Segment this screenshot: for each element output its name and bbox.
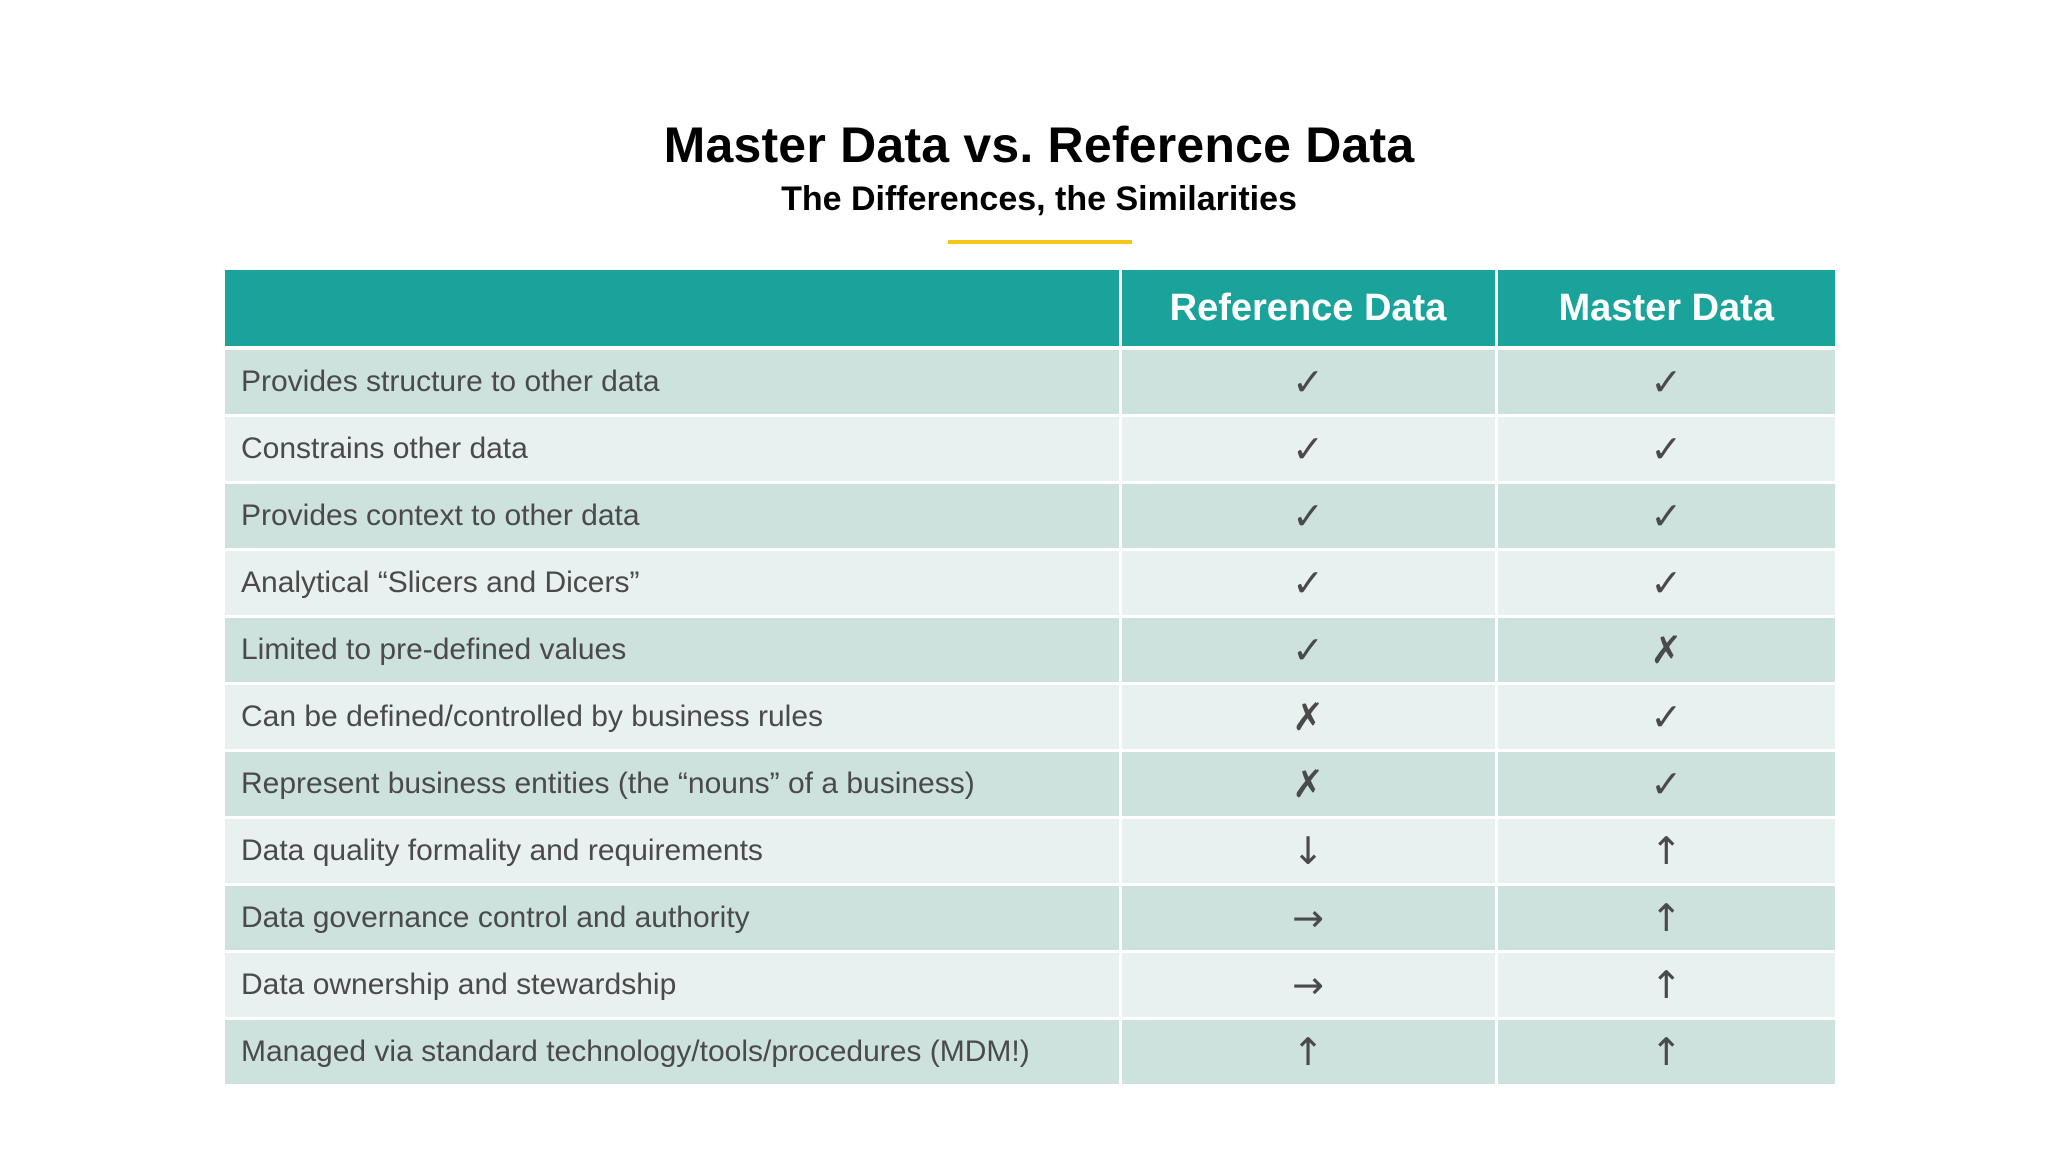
- table-row: [225, 617, 1835, 684]
- table-row: [225, 952, 1835, 1019]
- arrow-up-icon: ↑: [1496, 1019, 1835, 1085]
- cross-icon: ✗: [1496, 617, 1835, 684]
- table-row: [225, 684, 1835, 751]
- row-label: Can be defined/controlled by business rules: [225, 684, 1120, 751]
- header-reference-data: Reference Data: [1120, 270, 1496, 348]
- row-label: Data quality formality and requirements: [225, 818, 1120, 885]
- slide-subtitle: The Differences, the Similarities: [781, 180, 1297, 218]
- comparison-table: [225, 270, 1835, 1084]
- check-icon: ✓: [1120, 617, 1496, 684]
- check-icon: ✓: [1496, 348, 1835, 416]
- row-label: Constrains other data: [225, 416, 1120, 483]
- cross-icon: ✗: [1120, 684, 1496, 751]
- arrow-up-icon: ↑: [1496, 885, 1835, 952]
- table-row: [225, 416, 1835, 483]
- arrow-up-icon: ↑: [1496, 952, 1835, 1019]
- arrow-right-icon: →: [1120, 885, 1496, 952]
- table-row: [225, 885, 1835, 952]
- slide-title: Master Data vs. Reference Data: [663, 117, 1415, 173]
- row-label: Data governance control and authority: [225, 885, 1120, 952]
- arrow-down-icon: ↓: [1120, 818, 1496, 885]
- table-row: [225, 550, 1835, 617]
- row-label: Limited to pre-defined values: [225, 617, 1120, 684]
- row-label: Represent business entities (the “nouns” of a business): [225, 751, 1120, 818]
- header-master-data: Master Data: [1496, 270, 1835, 348]
- row-label: Managed via standard technology/tools/procedures (MDM!): [225, 1019, 1120, 1085]
- check-icon: ✓: [1120, 348, 1496, 416]
- arrow-up-icon: ↑: [1496, 818, 1835, 885]
- row-label: Analytical “Slicers and Dicers”: [225, 550, 1120, 617]
- table-row: [225, 751, 1835, 818]
- title-accent-divider: [948, 240, 1132, 244]
- table-header-row: [225, 270, 1835, 348]
- check-icon: ✓: [1120, 416, 1496, 483]
- check-icon: ✓: [1496, 684, 1835, 751]
- table-row: [225, 483, 1835, 550]
- check-icon: ✓: [1496, 751, 1835, 818]
- check-icon: ✓: [1120, 550, 1496, 617]
- row-label: Provides context to other data: [225, 483, 1120, 550]
- row-label: Data ownership and stewardship: [225, 952, 1120, 1019]
- check-icon: ✓: [1496, 416, 1835, 483]
- table-row: [225, 818, 1835, 885]
- check-icon: ✓: [1496, 483, 1835, 550]
- check-icon: ✓: [1496, 550, 1835, 617]
- arrow-right-icon: →: [1120, 952, 1496, 1019]
- row-label: Provides structure to other data: [225, 348, 1120, 416]
- table-row: [225, 348, 1835, 416]
- arrow-up-icon: ↑: [1120, 1019, 1496, 1085]
- check-icon: ✓: [1120, 483, 1496, 550]
- cross-icon: ✗: [1120, 751, 1496, 818]
- table-row: [225, 1019, 1835, 1085]
- header-feature: [225, 270, 1120, 348]
